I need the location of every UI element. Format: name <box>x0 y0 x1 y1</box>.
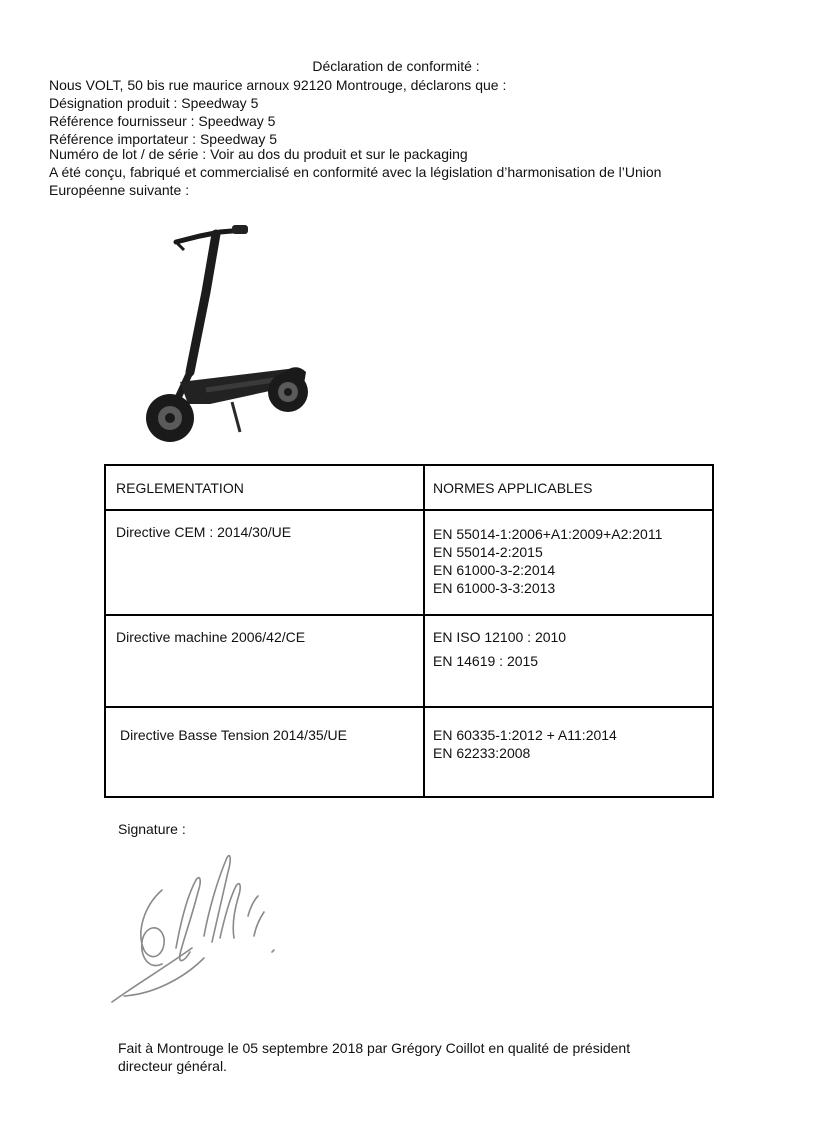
norm-item: EN 61000-3-2:2014 <box>433 562 556 578</box>
declarant-line: Nous VOLT, 50 bis rue maurice arnoux 92120 Montrouge, déclarons que : <box>49 77 507 93</box>
table-row <box>105 707 713 797</box>
norm-item: EN 60335-1:2012 + A11:2014 <box>433 727 617 743</box>
norms-list <box>433 525 712 597</box>
table-row <box>105 615 713 707</box>
table-header-row <box>105 465 713 510</box>
supplier-reference: Référence fournisseur : Speedway 5 <box>49 113 276 129</box>
norms-list <box>433 726 712 762</box>
norm-item: EN 61000-3-3:2013 <box>433 580 556 596</box>
header-regulation: REGLEMENTATION <box>105 465 424 510</box>
norm-item: EN 62233:2008 <box>433 745 531 761</box>
regulation-table <box>104 464 714 798</box>
norm-item: EN 55014-2:2015 <box>433 544 543 560</box>
signature-label: Signature : <box>118 821 186 837</box>
conformity-statement: A été conçu, fabriqué et commercialisé en conformité avec la législation d’harmonisation de l’Union Européenne suivante : <box>49 164 662 198</box>
norm-item: EN 55014-1:2006+A1:2009+A2:2011 <box>433 526 663 542</box>
regulation-cell: Directive CEM : 2014/30/UE <box>116 524 292 540</box>
header-norms: NORMES APPLICABLES <box>424 465 713 510</box>
table-row <box>105 510 713 615</box>
norms-list <box>433 628 712 670</box>
signature-statement: Fait à Montrouge le 05 septembre 2018 par Grégory Coillot en qualité de président directeur général. <box>118 1040 631 1074</box>
document-title: Déclaration de conformité : <box>312 58 480 74</box>
regulation-cell: Directive machine 2006/42/CE <box>116 629 306 645</box>
norm-item: EN ISO 12100 : 2010 <box>433 629 567 645</box>
declaration-intro <box>49 76 749 199</box>
product-designation: Désignation produit : Speedway 5 <box>49 95 259 111</box>
regulation-cell: Directive Basse Tension 2014/35/UE <box>120 727 347 743</box>
importer-reference: Référence importateur : Speedway 5 <box>49 131 278 147</box>
lot-number: Numéro de lot / de série : Voir au dos du produit et sur le packaging <box>49 146 468 162</box>
handwritten-signature <box>104 846 294 1012</box>
norm-item: EN 14619 : 2015 <box>433 653 539 669</box>
scooter-image <box>128 222 318 444</box>
